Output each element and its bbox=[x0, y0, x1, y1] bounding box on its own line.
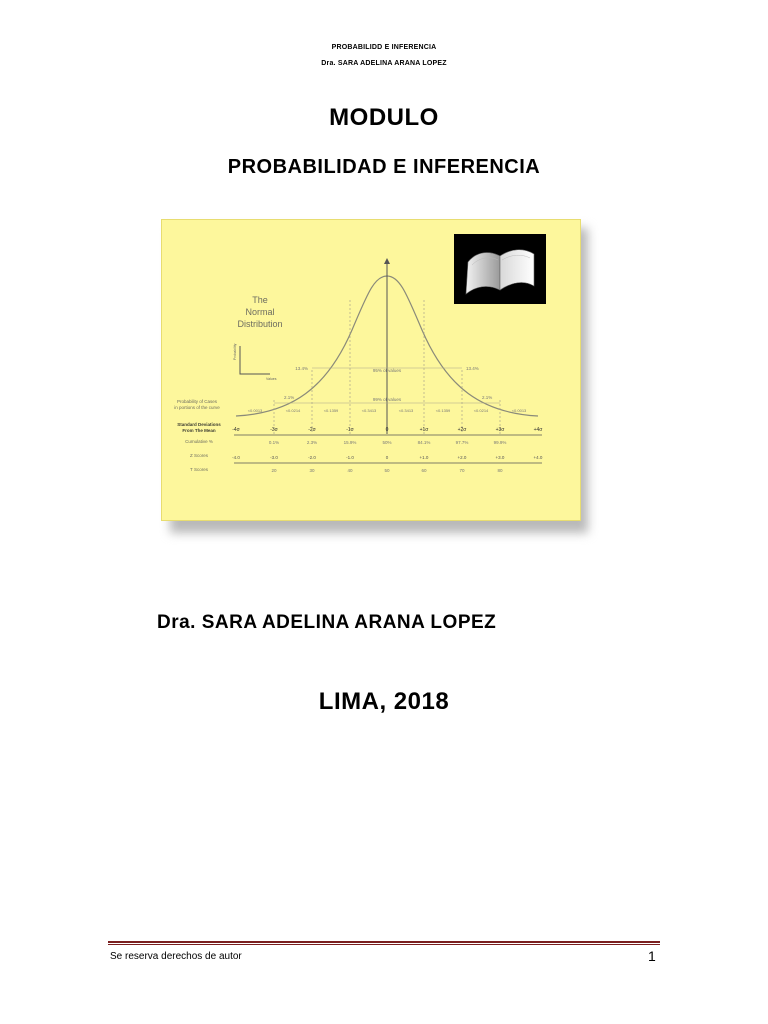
sd-9: +4σ bbox=[533, 427, 543, 433]
cum-2: 2.3% bbox=[306, 440, 318, 445]
sd-7: +2σ bbox=[457, 427, 467, 433]
place-year: LIMA, 2018 bbox=[318, 688, 450, 715]
row-sd-label-2: From The Mean bbox=[182, 428, 216, 433]
t-row bbox=[271, 468, 503, 473]
row-sd-label-1: Standard Deviations bbox=[177, 422, 221, 427]
cum-7: 99.9% bbox=[493, 440, 507, 445]
z-2: -3.0 bbox=[270, 455, 278, 460]
cover-subtitle: PROBABILIDAD E INFERENCIA bbox=[227, 156, 541, 178]
t-5: 60 bbox=[421, 468, 427, 473]
sd-6: +1σ bbox=[419, 427, 429, 433]
t-4: 50 bbox=[384, 468, 390, 473]
axis-arrow bbox=[384, 258, 390, 264]
case-6: <0.1359 bbox=[435, 408, 451, 413]
case-7: <0.0214 bbox=[473, 408, 489, 413]
figure-heading-3: Distribution bbox=[237, 319, 283, 329]
sd-3: -2σ bbox=[308, 427, 316, 433]
pct-134-right: 13.4% bbox=[466, 366, 479, 371]
cum-5: 84.1% bbox=[417, 440, 431, 445]
footer-rule-thin bbox=[108, 944, 660, 945]
z-4: -1.0 bbox=[346, 455, 354, 460]
z-1: -4.0 bbox=[232, 455, 240, 460]
row-cum-label: Cumulative % bbox=[185, 439, 213, 444]
header-line-1: PROBABILIDD E INFERENCIA bbox=[331, 44, 437, 51]
row-cases-label-2: in portions of the curve bbox=[174, 405, 220, 410]
sd-row bbox=[232, 427, 543, 433]
footer-copyright: Se reserva derechos de autor bbox=[110, 951, 242, 962]
t-7: 80 bbox=[497, 468, 503, 473]
mini-axis-x-label: Values bbox=[266, 377, 277, 381]
row-cases-label-1: Probability of Cases bbox=[176, 399, 218, 404]
sd-2: -3σ bbox=[270, 427, 278, 433]
book-image bbox=[454, 234, 546, 304]
mini-axis-icon bbox=[240, 346, 270, 374]
case-4: <0.3413 bbox=[361, 408, 377, 413]
z-5: 0 bbox=[385, 455, 389, 460]
cover-title: MODULO bbox=[329, 104, 439, 131]
pct-21-right: 2.1% bbox=[482, 395, 493, 400]
pct-134-left: 13.4% bbox=[295, 366, 308, 371]
band-95-label: 95% of values bbox=[372, 368, 402, 373]
case-1: <0.0013 bbox=[247, 408, 263, 413]
cum-3: 15.9% bbox=[343, 440, 357, 445]
figure-heading-2: Normal bbox=[245, 307, 275, 317]
sd-4: -1σ bbox=[346, 427, 354, 433]
z-6: +1.0 bbox=[419, 455, 429, 460]
footer-rule bbox=[108, 941, 660, 943]
cum-6: 97.7% bbox=[455, 440, 469, 445]
row-z-label: Z Scores bbox=[189, 453, 209, 458]
case-8: <0.0013 bbox=[511, 408, 527, 413]
pct-21-left: 2.1% bbox=[284, 395, 295, 400]
header-line-2: Dra. SARA ADELINA ARANA LOPEZ bbox=[321, 60, 447, 67]
sd-8: +3σ bbox=[495, 427, 505, 433]
t-6: 70 bbox=[459, 468, 465, 473]
t-2: 30 bbox=[309, 468, 315, 473]
cum-4: 50% bbox=[382, 440, 392, 445]
cum-1: 0.1% bbox=[268, 440, 280, 445]
sd-5: 0 bbox=[385, 427, 389, 433]
author-name: Dra. SARA ADELINA ARANA LOPEZ bbox=[157, 612, 497, 633]
case-3: <0.1359 bbox=[323, 408, 339, 413]
z-3: -2.0 bbox=[308, 455, 316, 460]
z-9: +4.0 bbox=[533, 455, 543, 460]
sd-1: -4σ bbox=[232, 427, 240, 433]
t-3: 40 bbox=[347, 468, 353, 473]
figure-heading-1: The bbox=[252, 295, 268, 305]
case-2: <0.0214 bbox=[285, 408, 301, 413]
z-8: +3.0 bbox=[495, 455, 505, 460]
z-7: +2.0 bbox=[457, 455, 467, 460]
cumulative-row bbox=[269, 440, 507, 445]
z-row bbox=[232, 455, 543, 460]
mini-axis-y-label: Probability bbox=[233, 343, 237, 360]
normal-distribution-figure bbox=[161, 219, 581, 521]
row-t-label: T Scores bbox=[190, 467, 208, 472]
case-5: <0.3413 bbox=[398, 408, 414, 413]
page-number: 1 bbox=[648, 948, 656, 964]
t-1: 20 bbox=[271, 468, 277, 473]
band-99-label: 99% of values bbox=[372, 397, 402, 402]
